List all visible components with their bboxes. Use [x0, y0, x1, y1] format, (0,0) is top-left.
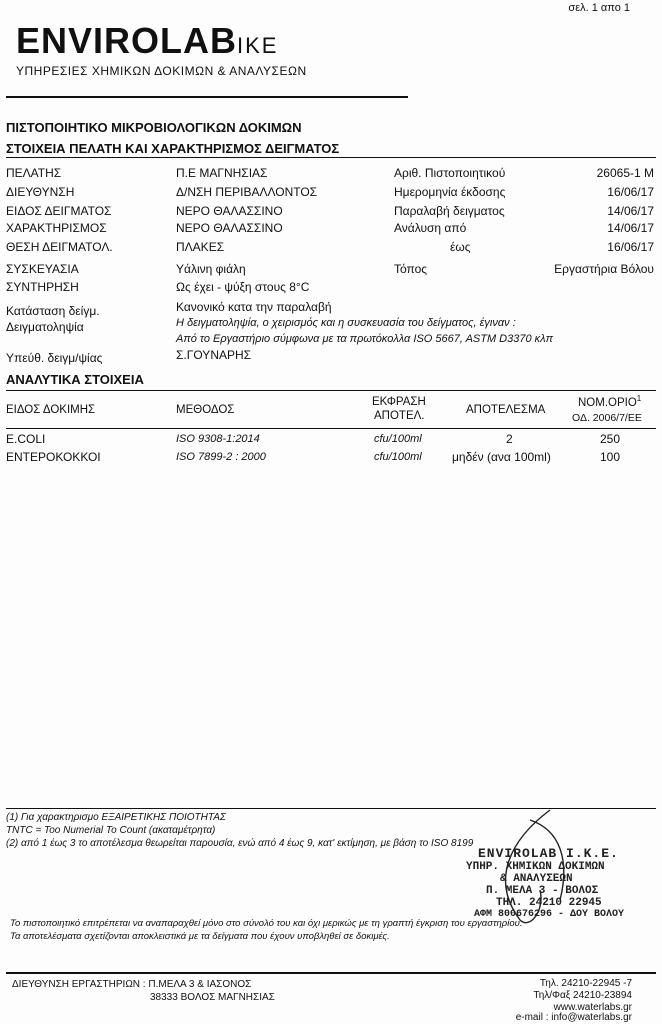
footer-email[interactable]: e-mail : info@waterlabs.gr — [515, 1012, 632, 1023]
document-title: ΠΙΣΤΟΠΟΙΗΤΙΚΟ ΜΙΚΡΟΒΙΟΛΟΓΙΚΩΝ ΔΟΚΙΜΩΝ — [6, 120, 302, 135]
client-value: Π.Ε ΜΑΓΝΗΣΙΑΣ — [176, 166, 268, 180]
sampling-location-value: ΠΛΑΚΕΣ — [176, 240, 225, 254]
stamp-line: ΑΦΜ 800676296 - ΔΟΥ ΒΟΛΟΥ — [474, 909, 625, 920]
certificate-number-label: Αριθ. Πιστοποιητικού — [394, 166, 506, 180]
row-method: ISO 9308-1:2014 — [176, 433, 260, 445]
row-test: ΕΝΤΕΡΟΚΟΚΚΟΙ — [6, 450, 101, 464]
col-result: ΑΠΟΤΕΛΕΣΜΑ — [466, 404, 546, 416]
sample-type-label: ΕΙΔΟΣ ΔΕΙΓΜΑΤΟΣ — [6, 204, 112, 218]
document-subtitle: ΣΤΟΙΧΕΙΑ ΠΕΛΑΤΗ ΚΑΙ ΧΑΡΑΚΤΗΡΙΣΜΟΣ ΔΕΙΓΜΑΤΟΣ — [6, 141, 340, 156]
footer-website[interactable]: www.waterlabs.gr — [553, 1002, 632, 1013]
characterization-value: ΝΕΡΟ ΘΑΛΑΣΣΙΝΟ — [176, 221, 283, 235]
company-logo — [16, 20, 278, 62]
condition-label: Κατάσταση δείγμ. — [6, 304, 100, 318]
address-value: Δ/ΝΣΗ ΠΕΡΙΒΑΛΛΟΝΤΟΣ — [176, 185, 318, 199]
stamp-line: ENVIROLAB I.K.E. — [478, 846, 619, 861]
sampling-location-label: ΘΕΣΗ ΔΕΙΓΜΑΤΟΛ. — [6, 240, 113, 254]
row-unit: cfu/100ml — [374, 451, 422, 463]
receipt-date-label: Παραλαβή δειγματος — [394, 204, 505, 218]
footer-phone: Τηλ. 24210-22945 -7 — [539, 978, 632, 989]
certificate-number-value: 26065-1 Μ — [596, 166, 654, 180]
logo-suffix: IKE — [237, 33, 279, 58]
sampling-note-1: Η δειγματοληψία, ο χειρισμός και η συσκευασία του δείγματος, έγιναν : — [176, 317, 516, 329]
row-test: E.COLI — [6, 432, 46, 446]
col-method: ΜΕΘΟΔΟΣ — [176, 404, 235, 416]
place-value: Εργαστήρια Βόλου — [554, 262, 654, 276]
condition-value: Κανονικό κατα την παραλαβή — [176, 300, 332, 314]
disclaimer-2: Τα αποτελέσματα σχετίζονται αποκλειστικά με τα δείγματα που έχουν υποβληθεί σε δοκιμές. — [10, 931, 390, 942]
row-limit: 100 — [600, 450, 621, 464]
table-header-rule — [6, 428, 656, 429]
sampling-note-2: Από το Εργαστήριο σύμφωνα με τα πρωτόκολλα ISO 5667, ASTM D3370 κλπ — [176, 333, 553, 345]
stamp-line: ΤΗΛ. 24210 22945 — [496, 897, 602, 909]
stamp-line: Π. ΜΕΛΑ 3 - ΒΟΛΟΣ — [486, 885, 599, 897]
analysis-from-value: 14/06/17 — [607, 221, 654, 235]
page-number: σελ. 1 απο 1 — [568, 2, 630, 14]
row-method: ISO 7899-2 : 2000 — [176, 451, 266, 463]
analysis-divider — [6, 390, 656, 391]
stamp-line: & ΑΝΑΛΥΣΕΩΝ — [500, 873, 573, 885]
issue-date-value: 16/06/17 — [607, 185, 654, 199]
packaging-value: Υάλινη φιάλη — [176, 262, 246, 276]
col-expression-sub: ΑΠΟΤΕΛ. — [374, 410, 425, 422]
client-label: ΠΕΛΑΤΗΣ — [6, 166, 62, 180]
footer-fax: Τηλ/Φαξ 24210-23894 — [533, 990, 632, 1001]
col-expression: ΕΚΦΡΑΣΗ — [372, 396, 426, 408]
footer-divider — [6, 972, 656, 974]
footnote-1: (1) Για χαρακτηρισμο ΕΞΑΙΡΕΤΙΚΗΣ ΠΟΙΟΤΗΤΑΣ — [6, 812, 226, 823]
row-unit: cfu/100ml — [374, 433, 422, 445]
receipt-date-value: 14/06/17 — [607, 204, 654, 218]
analysis-to-label: έως — [450, 240, 471, 254]
footnote-3: (2) από 1 έως 3 το αποτέλεσμα θεωρείται παρουσία, ενώ από 4 έως 9, κατ' εκτίμηση, με βάση το ISO 8199 — [6, 838, 474, 849]
footer-address: ΔΙΕΥΘΥΝΣΗ ΕΡΓΑΣΤΗΡΙΩΝ : Π.ΜΕΛΑ 3 & ΙΑΣΟΝΟΣ — [12, 979, 252, 990]
packaging-label: ΣΥΣΚΕΥΑΣΙΑ — [6, 262, 79, 276]
place-label: Τόπος — [394, 262, 428, 276]
responsible-value: Σ.ΓΟΥΝΑΡΗΣ — [176, 348, 252, 362]
client-divider — [6, 157, 656, 158]
issue-date-label: Ημερομηνία έκδοσης — [394, 185, 506, 199]
disclaimer-1: Το πιστοποιητικό επιτρέπεται να αναπαραχθεί μόνο στο σύνολό του και όχι μερικώς με τη γραπτή έγκριση του εργαστηρίου. — [10, 918, 523, 929]
col-test: ΕΙΔΟΣ ΔΟΚΙΜΗΣ — [6, 404, 96, 416]
footer-city: 38333 ΒΟΛΟΣ ΜΑΓΝΗΣΙΑΣ — [150, 992, 275, 1003]
col-limit-label: ΝΟΜ.ΟΡΙΟ — [578, 396, 637, 409]
analysis-from-label: Ανάλυση από — [394, 221, 467, 235]
address-label: ΔΙΕΥΘΥΝΣΗ — [6, 185, 75, 199]
responsible-label: Υπεύθ. δειγμ/ψίας — [6, 351, 103, 365]
preservation-value: Ως έχει - ψύξη στους 8°C — [176, 280, 310, 294]
analysis-title: ΑΝΑΛΥΤΙΚΑ ΣΤΟΙΧΕΙΑ — [6, 372, 144, 387]
col-limit-footnote: 1 — [636, 394, 642, 403]
sampling-label: Δειγματοληψία — [6, 320, 84, 334]
col-limit — [578, 394, 641, 409]
header-divider — [6, 96, 408, 98]
stamp-line: ΥΠΗΡ. ΧΗΜΙΚΩΝ ΔΟΚΙΜΩΝ — [466, 861, 605, 873]
preservation-label: ΣΥΝΤΗΡΗΣΗ — [6, 280, 79, 294]
col-limit-directive: ΟΔ. 2006/7/ΕΕ — [572, 412, 642, 424]
logo-subtitle: ΥΠΗΡΕΣΙΕΣ ΧΗΜΙΚΩΝ ΔΟΚΙΜΩΝ & ΑΝΑΛΥΣΕΩΝ — [16, 64, 307, 78]
row-limit: 250 — [600, 432, 621, 446]
characterization-label: ΧΑΡΑΚΤΗΡΙΣΜΟΣ — [6, 221, 107, 235]
row-result: μηδέν (ανα 100ml) — [452, 450, 551, 464]
sample-type-value: ΝΕΡΟ ΘΑΛΑΣΣΙΝΟ — [176, 204, 283, 218]
footnote-2: TNTC = Too Numerial To Count (ακαταμέτρητα) — [6, 825, 216, 836]
row-result: 2 — [506, 432, 513, 446]
logo-main: ENVIROLAB — [16, 20, 238, 61]
analysis-to-value: 16/06/17 — [607, 240, 654, 254]
